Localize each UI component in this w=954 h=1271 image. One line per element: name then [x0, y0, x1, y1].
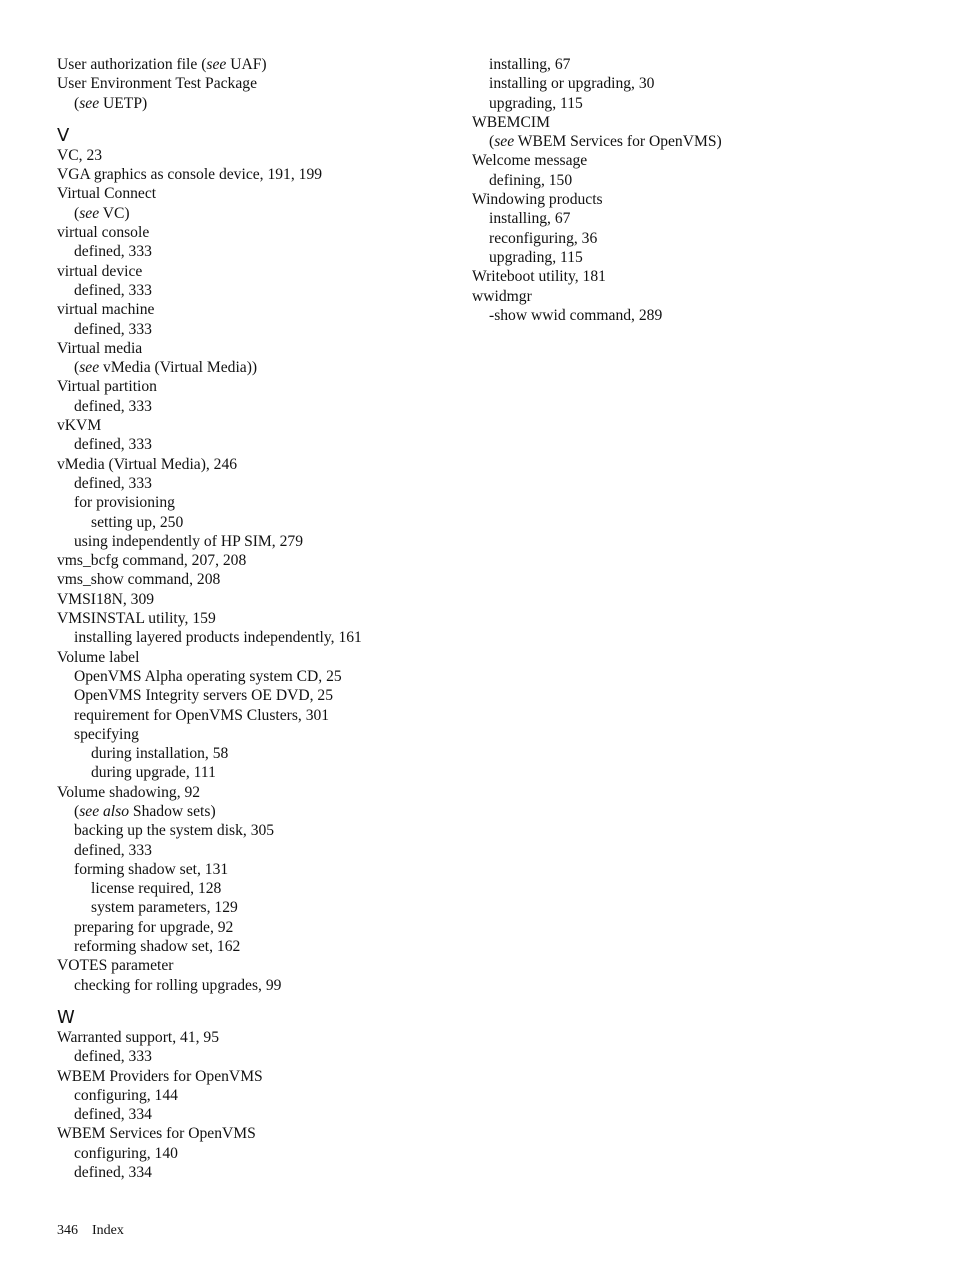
index-entry: VOTES parameter	[57, 957, 174, 975]
index-entry: Virtual Connect	[57, 185, 157, 203]
entry-text: (	[74, 359, 80, 377]
index-entry: Welcome message	[472, 152, 588, 170]
index-entry: vMedia (Virtual Media), 246	[57, 455, 238, 473]
index-subentry: reconfiguring, 36	[489, 229, 598, 247]
index-subentry: configuring, 140	[74, 1144, 178, 1162]
index-entry: virtual machine	[57, 301, 155, 319]
index-entry: vms_bcfg command, 207, 208	[57, 552, 247, 570]
index-entry: VGA graphics as console device, 191, 199	[57, 166, 323, 184]
index-subentry: during upgrade, 111	[91, 764, 216, 782]
index-entry: WBEMCIM	[472, 113, 550, 131]
index-subentry: checking for rolling upgrades, 99	[74, 976, 282, 994]
index-entry: Volume label	[57, 648, 140, 666]
entry-text: (	[74, 204, 80, 222]
index-subentry	[472, 132, 932, 151]
page-footer	[57, 1222, 124, 1240]
see-target: Shadow sets)	[129, 802, 216, 820]
index-subentry: defined, 333	[74, 320, 152, 338]
index-section-letter: W	[57, 1006, 75, 1028]
entry-text: User authorization file (	[57, 56, 207, 73]
index-subentry: defined, 333	[74, 397, 152, 415]
index-subentry: during installation, 58	[91, 745, 229, 763]
index-entry: VMSI18N, 309	[57, 590, 155, 608]
index-entry: vKVM	[57, 417, 102, 435]
index-entry: Writeboot utility, 181	[472, 268, 606, 286]
index-subentry: defining, 150	[489, 171, 573, 189]
index-subentry: defined, 333	[74, 841, 152, 859]
index-subentry: defined, 333	[74, 281, 152, 299]
index-subentry: defined, 334	[74, 1106, 152, 1124]
index-subentry: installing, 67	[489, 210, 571, 228]
index-entry: virtual console	[57, 224, 150, 242]
index-subentry: defined, 333	[74, 436, 152, 454]
index-subentry: system parameters, 129	[91, 899, 238, 917]
see-target: VC)	[99, 204, 130, 222]
index-subentry: installing or upgrading, 30	[489, 75, 655, 93]
index-column-left	[57, 55, 457, 1182]
index-entry: Virtual media	[57, 339, 143, 357]
see-reference: see	[206, 56, 227, 73]
index-subentry	[57, 94, 457, 113]
see-reference: see	[79, 359, 100, 377]
see-target: WBEM Services for OpenVMS)	[514, 133, 722, 151]
see-target: UETP)	[99, 94, 148, 112]
index-subentry: upgrading, 115	[489, 94, 583, 112]
index-entry: Windowing products	[472, 191, 603, 209]
index-subentry: installing, 67	[489, 56, 571, 73]
index-entry: vms_show command, 208	[57, 571, 221, 589]
see-target: UAF)	[226, 56, 267, 73]
index-entry	[57, 55, 457, 74]
entry-text: (	[74, 802, 80, 820]
index-subentry: forming shadow set, 131	[74, 860, 229, 878]
index-subentry: for provisioning	[74, 494, 175, 512]
index-entry: VC, 23	[57, 146, 103, 164]
index-entry: Virtual partition	[57, 378, 157, 396]
index-entry: Volume shadowing, 92	[57, 783, 201, 801]
index-section-letter: V	[57, 124, 70, 146]
index-subentry: defined, 333	[74, 474, 152, 492]
index-subentry: reforming shadow set, 162	[74, 938, 241, 956]
index-subentry: OpenVMS Alpha operating system CD, 25	[74, 667, 342, 685]
index-subentry: backing up the system disk, 305	[74, 822, 275, 840]
index-subentry: defined, 333	[74, 1048, 152, 1066]
index-subentry: preparing for upgrade, 92	[74, 918, 234, 936]
index-subentry: requirement for OpenVMS Clusters, 301	[74, 706, 330, 724]
index-subentry	[57, 204, 457, 223]
page-number: 346	[57, 1223, 78, 1238]
footer-section-title: Index	[92, 1223, 124, 1238]
index-subentry: specifying	[74, 725, 139, 743]
index-entry: WBEM Services for OpenVMS	[57, 1125, 256, 1143]
index-subentry	[57, 802, 457, 821]
index-entry: virtual device	[57, 262, 143, 280]
see-reference: see	[79, 204, 100, 222]
index-subentry: using independently of HP SIM, 279	[74, 532, 303, 550]
index-entry: Warranted support, 41, 95	[57, 1028, 220, 1046]
index-column-right	[472, 55, 932, 325]
see-target: vMedia (Virtual Media))	[99, 359, 258, 377]
index-subentry: setting up, 250	[91, 513, 184, 531]
see-reference: see also	[79, 802, 130, 820]
index-subentry: configuring, 144	[74, 1086, 178, 1104]
index-subentry: upgrading, 115	[489, 248, 583, 266]
index-entry: WBEM Providers for OpenVMS	[57, 1067, 263, 1085]
see-reference: see	[494, 133, 515, 151]
index-subentry: license required, 128	[91, 880, 222, 898]
index-subentry: defined, 333	[74, 243, 152, 261]
index-subentry: installing layered products independently, 161	[74, 629, 362, 647]
index-subentry: OpenVMS Integrity servers OE DVD, 25	[74, 687, 333, 705]
index-entry: User Environment Test Package	[57, 75, 257, 93]
index-subentry	[57, 358, 457, 377]
index-entry: VMSINSTAL utility, 159	[57, 610, 216, 628]
index-subentry: defined, 334	[74, 1164, 152, 1182]
entry-text: (	[74, 94, 80, 112]
index-subentry: -show wwid command, 289	[489, 306, 663, 324]
index-entry: wwidmgr	[472, 287, 532, 305]
entry-text: (	[489, 133, 495, 151]
see-reference: see	[79, 94, 100, 112]
